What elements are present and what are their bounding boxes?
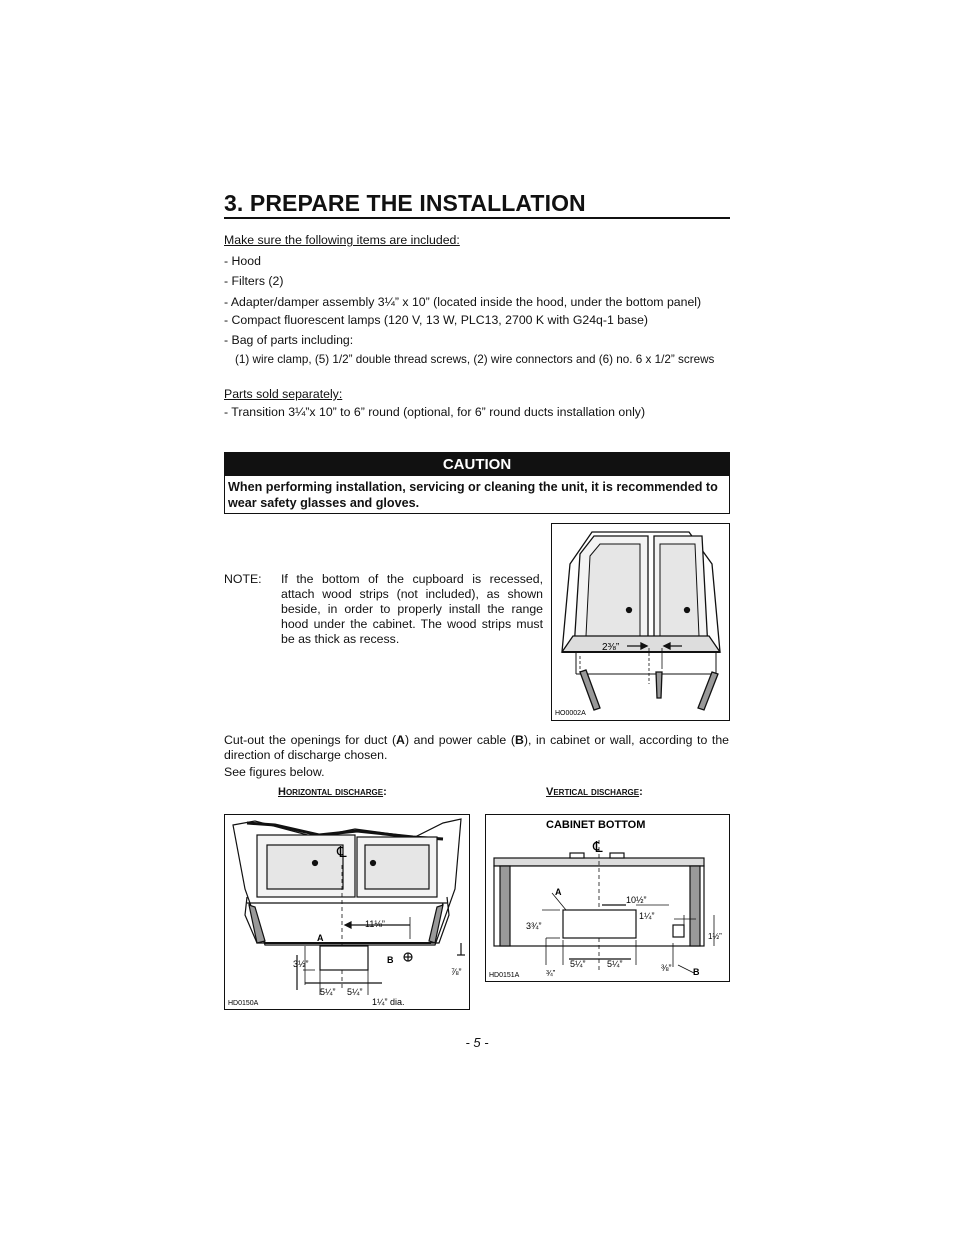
caution-box — [224, 452, 730, 514]
v-dim-7: ⅜” — [661, 963, 672, 973]
note-label: NOTE: — [224, 572, 262, 586]
v-dim-8: ¾” — [546, 969, 556, 978]
h-code: HD0150A — [228, 1000, 259, 1007]
cutout-paragraph — [224, 733, 729, 763]
separately-heading: Parts sold separately: — [224, 387, 343, 401]
v-title: CABINET BOTTOM — [546, 819, 646, 831]
h-dim-3: 5¼” — [320, 987, 336, 997]
h-dim-6: 1¼” dia. — [372, 997, 405, 1007]
page-title: 3. PREPARE THE INSTALLATION — [224, 190, 586, 216]
list-item: - Bag of parts including: — [224, 333, 354, 347]
h-centerline: ℄ — [337, 844, 347, 861]
v-dim-5: 5¼” — [607, 959, 623, 969]
cutout-text-1: Cut-out the openings for duct ( — [224, 733, 397, 747]
v-label-a: A — [555, 887, 562, 897]
cutout-a: A — [396, 733, 405, 747]
h-dim-2: 3½” — [293, 959, 309, 969]
v-code: HD0151A — [489, 972, 520, 979]
h-label-b: B — [387, 955, 394, 965]
title-rule — [224, 217, 730, 219]
list-item: - Adapter/damper assembly 3¼” x 10” (located inside the hood, under the bottom panel) — [224, 295, 702, 309]
v-dim-1: 10½” — [626, 895, 647, 905]
horizontal-heading: Horizontal discharge: — [278, 786, 387, 798]
v-label-b: B — [693, 967, 700, 977]
v-dim-2: 1¼” — [639, 911, 655, 921]
caution-text: When performing installation, servicing or cleaning the unit, it is recommended to wear safety glasses and gloves. — [228, 480, 718, 510]
figure1-dimension: 2⅜” — [602, 642, 620, 653]
cutout-text-3: ), in cabinet or wall, according to the direction of discharge chosen. — [224, 733, 730, 762]
see-figures: See figures below. — [224, 765, 325, 779]
vertical-heading: Vertical discharge: — [546, 786, 643, 798]
list-item: - Compact fluorescent lamps (120 V, 13 W, PLC13, 2700 K with G24q-1 base) — [224, 313, 649, 327]
cutout-text-2: ) and power cable ( — [404, 733, 515, 747]
cutout-b: B — [514, 733, 524, 747]
h-dim-1: 11⅛” — [365, 919, 385, 929]
v-centerline: ℄ — [593, 839, 603, 856]
h-dim-4: 5¼” — [347, 987, 363, 997]
horizontal-figure — [224, 814, 470, 1010]
v-dim-6: 1½” — [708, 932, 722, 941]
vertical-illustration — [486, 815, 729, 981]
caution-heading: CAUTION — [225, 453, 729, 476]
horizontal-illustration — [225, 815, 469, 1009]
separately-item: - Transition 3¼”x 10” to 6” round (optional, for 6” round ducts installation only) — [224, 405, 646, 419]
h-label-a: A — [317, 933, 324, 943]
cabinet-illustration — [552, 524, 729, 720]
h-dim-5: ⅞” — [451, 967, 462, 977]
included-heading: Make sure the following items are included: — [224, 233, 460, 247]
page-number: - 5 - — [465, 1035, 489, 1050]
list-item: - Filters (2) — [224, 274, 284, 288]
vertical-figure — [485, 814, 730, 982]
list-item: - Hood — [224, 254, 261, 268]
v-dim-4: 5¼” — [570, 959, 586, 969]
note-text: If the bottom of the cupboard is recessed, attach wood strips (not included), as shown beside, in order to properly install the range hood under the cabinet. The wood strips must be as thick as recess. — [281, 572, 543, 646]
figure1-code: HO0002A — [555, 710, 586, 717]
v-dim-3: 3¾” — [526, 921, 542, 931]
cabinet-figure — [551, 523, 730, 721]
parts-detail: (1) wire clamp, (5) 1/2” double thread screws, (2) wire connectors and (6) no. 6 x 1/2” screws — [235, 353, 715, 366]
